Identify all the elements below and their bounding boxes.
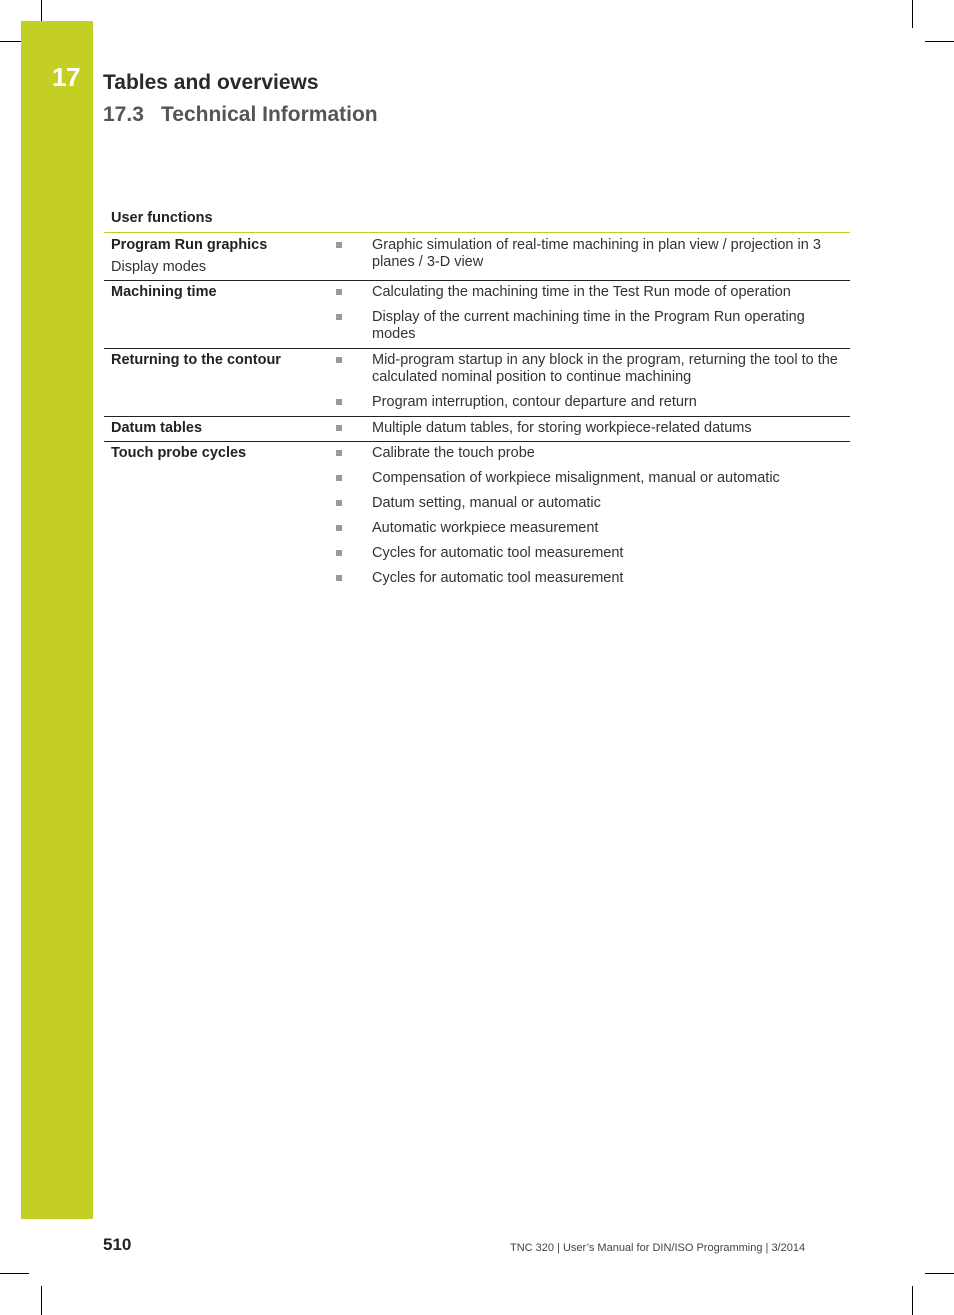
- section-title: [103, 103, 378, 127]
- item-text: Calibrate the touch probe: [372, 445, 535, 461]
- section-number: 17.3: [103, 103, 144, 126]
- square-bullet-icon: [336, 289, 342, 295]
- row-label: Datum tables: [111, 420, 203, 436]
- row-label: Touch probe cycles: [111, 445, 247, 461]
- crop-mark: [0, 41, 21, 42]
- crop-mark: [912, 0, 913, 28]
- item-text: Mid-program startup in any block in the program, returning the tool to the calculated nominal position to continue machining: [372, 352, 838, 385]
- square-bullet-icon: [336, 399, 342, 405]
- chapter-number: 17: [52, 62, 80, 92]
- item-text: Automatic workpiece measurement: [372, 520, 599, 536]
- item-text: Compensation of workpiece misalignment, manual or automatic: [372, 470, 780, 486]
- square-bullet-icon: [336, 575, 342, 581]
- square-bullet-icon: [336, 314, 342, 320]
- table-row: [104, 233, 850, 281]
- row-label: Returning to the contour: [111, 352, 281, 368]
- table-row: [104, 442, 850, 592]
- chapter-title: Tables and overviews: [103, 71, 319, 94]
- square-bullet-icon: [336, 450, 342, 456]
- square-bullet-icon: [336, 357, 342, 363]
- chapter-tab: [21, 21, 93, 1219]
- row-sublabel: Display modes: [111, 259, 207, 275]
- crop-mark: [925, 41, 954, 42]
- square-bullet-icon: [336, 550, 342, 556]
- table-title: User functions: [111, 210, 213, 226]
- section-title-text: Technical Information: [161, 103, 378, 126]
- square-bullet-icon: [336, 425, 342, 431]
- page-number: 510: [103, 1235, 132, 1254]
- item-text: Graphic simulation of real-time machining in plan view / projection in 3 planes / 3-D view: [372, 237, 821, 270]
- row-label: Program Run graphics: [111, 237, 268, 253]
- row-label: Machining time: [111, 284, 217, 300]
- square-bullet-icon: [336, 500, 342, 506]
- item-text: Calculating the machining time in the Test Run mode of operation: [372, 284, 791, 300]
- item-text: Datum setting, manual or automatic: [372, 495, 601, 511]
- square-bullet-icon: [336, 525, 342, 531]
- item-text: Cycles for automatic tool measurement: [372, 570, 624, 586]
- item-text: Cycles for automatic tool measurement: [372, 545, 624, 561]
- item-text: Multiple datum tables, for storing workpiece-related datums: [372, 420, 752, 436]
- crop-mark: [925, 1273, 954, 1274]
- square-bullet-icon: [336, 242, 342, 248]
- crop-mark: [41, 1286, 42, 1315]
- crop-mark: [912, 1286, 913, 1315]
- table-row: [104, 281, 850, 349]
- table-row: [104, 417, 850, 442]
- table-row: [104, 349, 850, 417]
- square-bullet-icon: [336, 475, 342, 481]
- item-text: Display of the current machining time in the Program Run operating modes: [372, 309, 805, 342]
- crop-mark: [0, 1273, 29, 1274]
- footer-text: TNC 320 | User’s Manual for DIN/ISO Programming | 3/2014: [510, 1242, 806, 1254]
- item-text: Program interruption, contour departure and return: [372, 394, 697, 410]
